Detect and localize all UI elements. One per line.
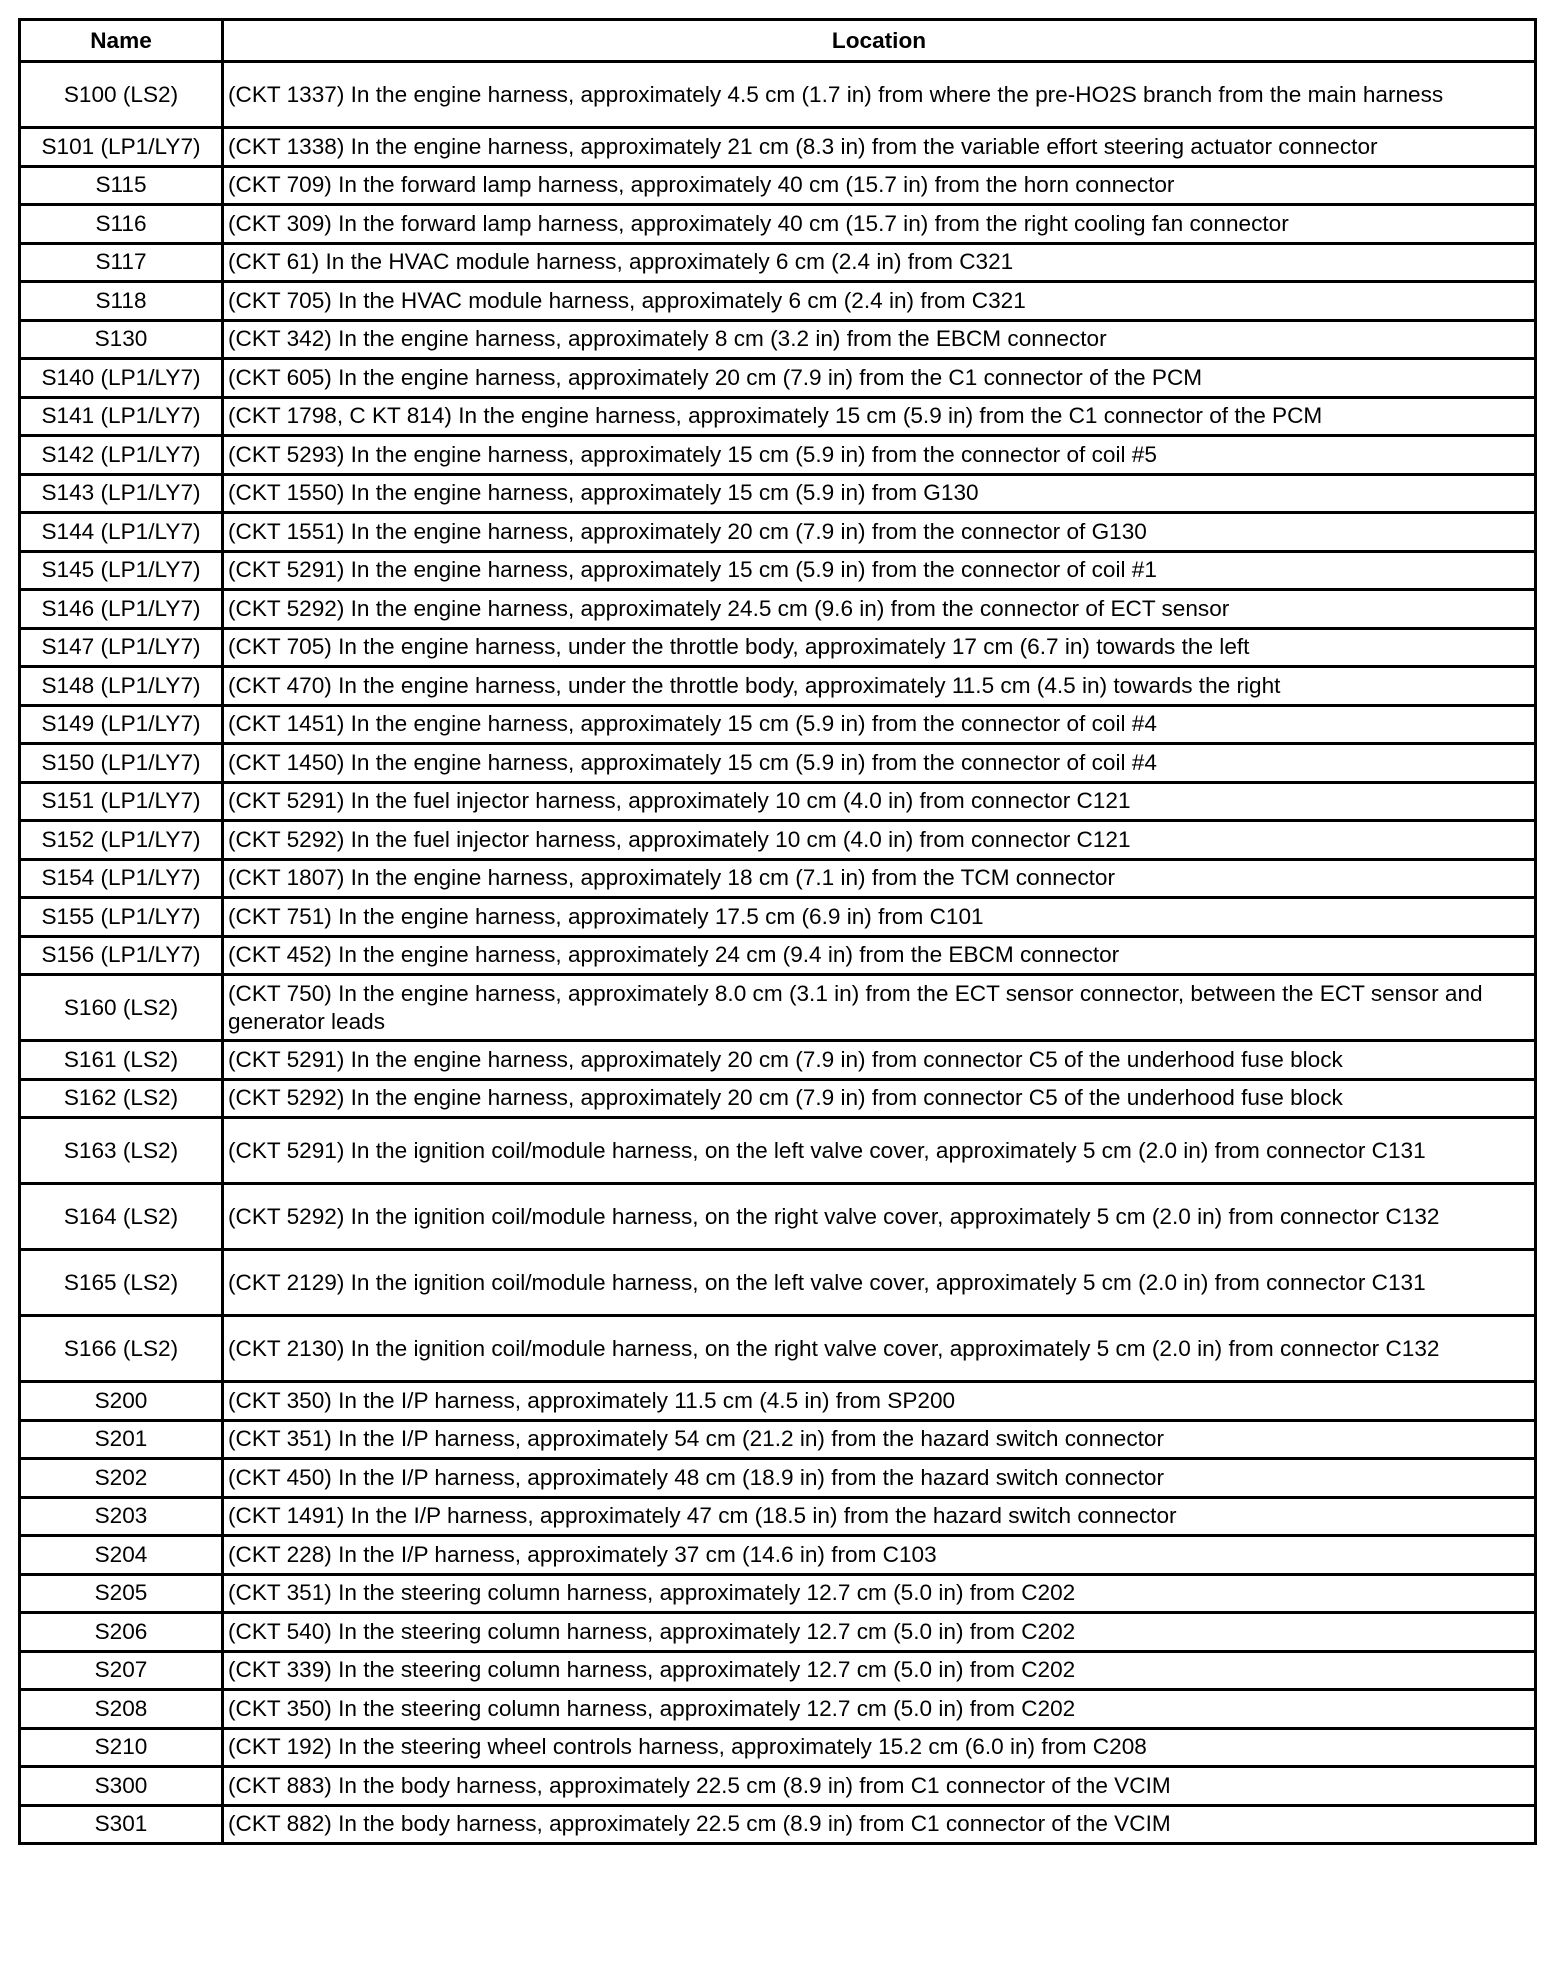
splice-location-cell: (CKT 709) In the forward lamp harness, approximately 40 cm (15.7 in) from the horn connector bbox=[223, 166, 1536, 205]
splice-location-cell: (CKT 61) In the HVAC module harness, approximately 6 cm (2.4 in) from C321 bbox=[223, 243, 1536, 282]
table-row bbox=[20, 474, 1536, 513]
splice-location-cell: (CKT 2129) In the ignition coil/module harness, on the left valve cover, approximately 5 cm (2.0 in) from connector C131 bbox=[223, 1250, 1536, 1316]
splice-name-cell: S200 bbox=[20, 1382, 223, 1421]
splice-name-cell: S205 bbox=[20, 1574, 223, 1613]
splice-location-cell: (CKT 883) In the body harness, approximately 22.5 cm (8.9 in) from C1 connector of the VCIM bbox=[223, 1767, 1536, 1806]
table-row bbox=[20, 128, 1536, 167]
splice-name-cell: S160 (LS2) bbox=[20, 975, 223, 1041]
table-row bbox=[20, 1041, 1536, 1080]
splice-name-cell: S210 bbox=[20, 1728, 223, 1767]
table-row bbox=[20, 513, 1536, 552]
splice-location-cell: (CKT 751) In the engine harness, approximately 17.5 cm (6.9 in) from C101 bbox=[223, 898, 1536, 937]
splice-location-cell: (CKT 5292) In the ignition coil/module harness, on the right valve cover, approximately 5 cm (2.0 in) from connector C132 bbox=[223, 1184, 1536, 1250]
table-row bbox=[20, 1613, 1536, 1652]
splice-name-cell: S154 (LP1/LY7) bbox=[20, 859, 223, 898]
splice-name-cell: S151 (LP1/LY7) bbox=[20, 782, 223, 821]
splice-name-cell: S150 (LP1/LY7) bbox=[20, 744, 223, 783]
column-header-name: Name bbox=[20, 20, 223, 62]
splice-name-cell: S144 (LP1/LY7) bbox=[20, 513, 223, 552]
splice-name-cell: S101 (LP1/LY7) bbox=[20, 128, 223, 167]
splice-location-cell: (CKT 1798, C KT 814) In the engine harness, approximately 15 cm (5.9 in) from the C1 connector of the PCM bbox=[223, 397, 1536, 436]
splice-name-cell: S300 bbox=[20, 1767, 223, 1806]
table-body bbox=[20, 62, 1536, 1844]
splice-location-cell: (CKT 5292) In the fuel injector harness, approximately 10 cm (4.0 in) from connector C121 bbox=[223, 821, 1536, 860]
splice-name-cell: S115 bbox=[20, 166, 223, 205]
table-row bbox=[20, 1536, 1536, 1575]
table-row bbox=[20, 166, 1536, 205]
splice-location-table-container bbox=[18, 18, 1534, 1845]
splice-name-cell: S152 (LP1/LY7) bbox=[20, 821, 223, 860]
splice-name-cell: S146 (LP1/LY7) bbox=[20, 590, 223, 629]
table-row bbox=[20, 205, 1536, 244]
splice-location-cell: (CKT 5291) In the fuel injector harness, approximately 10 cm (4.0 in) from connector C121 bbox=[223, 782, 1536, 821]
splice-location-cell: (CKT 705) In the engine harness, under the throttle body, approximately 17 cm (6.7 in) towards the left bbox=[223, 628, 1536, 667]
splice-location-cell: (CKT 192) In the steering wheel controls harness, approximately 15.2 cm (6.0 in) from C208 bbox=[223, 1728, 1536, 1767]
splice-location-cell: (CKT 1807) In the engine harness, approximately 18 cm (7.1 in) from the TCM connector bbox=[223, 859, 1536, 898]
table-header-row bbox=[20, 20, 1536, 62]
splice-location-cell: (CKT 2130) In the ignition coil/module harness, on the right valve cover, approximately 5 cm (2.0 in) from connector C132 bbox=[223, 1316, 1536, 1382]
table-row bbox=[20, 1574, 1536, 1613]
splice-name-cell: S202 bbox=[20, 1459, 223, 1498]
splice-name-cell: S166 (LS2) bbox=[20, 1316, 223, 1382]
splice-name-cell: S165 (LS2) bbox=[20, 1250, 223, 1316]
splice-location-cell: (CKT 5291) In the engine harness, approximately 20 cm (7.9 in) from connector C5 of the underhood fuse block bbox=[223, 1041, 1536, 1080]
splice-name-cell: S130 bbox=[20, 320, 223, 359]
splice-location-cell: (CKT 5291) In the engine harness, approximately 15 cm (5.9 in) from the connector of coil #1 bbox=[223, 551, 1536, 590]
table-row bbox=[20, 1316, 1536, 1382]
splice-name-cell: S164 (LS2) bbox=[20, 1184, 223, 1250]
splice-location-cell: (CKT 5292) In the engine harness, approximately 24.5 cm (9.6 in) from the connector of ECT sensor bbox=[223, 590, 1536, 629]
table-row bbox=[20, 821, 1536, 860]
table-row bbox=[20, 744, 1536, 783]
splice-location-cell: (CKT 351) In the steering column harness, approximately 12.7 cm (5.0 in) from C202 bbox=[223, 1574, 1536, 1613]
table-row bbox=[20, 436, 1536, 475]
splice-location-cell: (CKT 1337) In the engine harness, approximately 4.5 cm (1.7 in) from where the pre-HO2S branch from the main harness bbox=[223, 62, 1536, 128]
splice-name-cell: S100 (LS2) bbox=[20, 62, 223, 128]
splice-name-cell: S117 bbox=[20, 243, 223, 282]
table-row bbox=[20, 859, 1536, 898]
table-row bbox=[20, 62, 1536, 128]
splice-name-cell: S155 (LP1/LY7) bbox=[20, 898, 223, 937]
table-row bbox=[20, 1651, 1536, 1690]
splice-location-cell: (CKT 351) In the I/P harness, approximately 54 cm (21.2 in) from the hazard switch connector bbox=[223, 1420, 1536, 1459]
splice-location-cell: (CKT 882) In the body harness, approximately 22.5 cm (8.9 in) from C1 connector of the VCIM bbox=[223, 1805, 1536, 1844]
splice-location-cell: (CKT 705) In the HVAC module harness, approximately 6 cm (2.4 in) from C321 bbox=[223, 282, 1536, 321]
table-row bbox=[20, 1767, 1536, 1806]
splice-location-cell: (CKT 1451) In the engine harness, approximately 15 cm (5.9 in) from the connector of coil #4 bbox=[223, 705, 1536, 744]
splice-name-cell: S118 bbox=[20, 282, 223, 321]
table-row bbox=[20, 320, 1536, 359]
table-row bbox=[20, 936, 1536, 975]
table-row bbox=[20, 282, 1536, 321]
splice-name-cell: S204 bbox=[20, 1536, 223, 1575]
table-row bbox=[20, 1118, 1536, 1184]
splice-location-cell: (CKT 470) In the engine harness, under the throttle body, approximately 11.5 cm (4.5 in) towards the right bbox=[223, 667, 1536, 706]
splice-name-cell: S201 bbox=[20, 1420, 223, 1459]
splice-location-cell: (CKT 1338) In the engine harness, approximately 21 cm (8.3 in) from the variable effort steering actuator connector bbox=[223, 128, 1536, 167]
splice-location-cell: (CKT 350) In the steering column harness, approximately 12.7 cm (5.0 in) from C202 bbox=[223, 1690, 1536, 1729]
table-row bbox=[20, 705, 1536, 744]
splice-location-cell: (CKT 1551) In the engine harness, approximately 20 cm (7.9 in) from the connector of G130 bbox=[223, 513, 1536, 552]
splice-location-cell: (CKT 605) In the engine harness, approximately 20 cm (7.9 in) from the C1 connector of the PCM bbox=[223, 359, 1536, 398]
table-row bbox=[20, 782, 1536, 821]
table-row bbox=[20, 898, 1536, 937]
splice-name-cell: S163 (LS2) bbox=[20, 1118, 223, 1184]
splice-location-cell: (CKT 1491) In the I/P harness, approximately 47 cm (18.5 in) from the hazard switch connector bbox=[223, 1497, 1536, 1536]
splice-location-cell: (CKT 540) In the steering column harness, approximately 12.7 cm (5.0 in) from C202 bbox=[223, 1613, 1536, 1652]
table-row bbox=[20, 1079, 1536, 1118]
table-row bbox=[20, 1250, 1536, 1316]
splice-location-cell: (CKT 450) In the I/P harness, approximately 48 cm (18.9 in) from the hazard switch connector bbox=[223, 1459, 1536, 1498]
splice-location-cell: (CKT 5292) In the engine harness, approximately 20 cm (7.9 in) from connector C5 of the underhood fuse block bbox=[223, 1079, 1536, 1118]
column-header-location: Location bbox=[223, 20, 1536, 62]
splice-name-cell: S206 bbox=[20, 1613, 223, 1652]
splice-name-cell: S140 (LP1/LY7) bbox=[20, 359, 223, 398]
splice-location-cell: (CKT 350) In the I/P harness, approximately 11.5 cm (4.5 in) from SP200 bbox=[223, 1382, 1536, 1421]
table-row bbox=[20, 1690, 1536, 1729]
table-row bbox=[20, 1497, 1536, 1536]
splice-location-cell: (CKT 5291) In the ignition coil/module harness, on the left valve cover, approximately 5 cm (2.0 in) from connector C131 bbox=[223, 1118, 1536, 1184]
splice-location-cell: (CKT 750) In the engine harness, approximately 8.0 cm (3.1 in) from the ECT sensor connector, between the ECT sensor and generator leads bbox=[223, 975, 1536, 1041]
splice-location-cell: (CKT 228) In the I/P harness, approximately 37 cm (14.6 in) from C103 bbox=[223, 1536, 1536, 1575]
splice-name-cell: S203 bbox=[20, 1497, 223, 1536]
splice-name-cell: S145 (LP1/LY7) bbox=[20, 551, 223, 590]
splice-name-cell: S116 bbox=[20, 205, 223, 244]
splice-name-cell: S148 (LP1/LY7) bbox=[20, 667, 223, 706]
splice-location-cell: (CKT 1550) In the engine harness, approximately 15 cm (5.9 in) from G130 bbox=[223, 474, 1536, 513]
splice-name-cell: S162 (LS2) bbox=[20, 1079, 223, 1118]
table-row bbox=[20, 551, 1536, 590]
table-row bbox=[20, 1805, 1536, 1844]
table-row bbox=[20, 590, 1536, 629]
splice-name-cell: S208 bbox=[20, 1690, 223, 1729]
table-row bbox=[20, 1382, 1536, 1421]
table-row bbox=[20, 628, 1536, 667]
table-row bbox=[20, 667, 1536, 706]
table-row bbox=[20, 397, 1536, 436]
splice-name-cell: S143 (LP1/LY7) bbox=[20, 474, 223, 513]
splice-name-cell: S147 (LP1/LY7) bbox=[20, 628, 223, 667]
table-row bbox=[20, 359, 1536, 398]
splice-name-cell: S301 bbox=[20, 1805, 223, 1844]
splice-location-cell: (CKT 309) In the forward lamp harness, approximately 40 cm (15.7 in) from the right cooling fan connector bbox=[223, 205, 1536, 244]
table-row bbox=[20, 1459, 1536, 1498]
splice-name-cell: S141 (LP1/LY7) bbox=[20, 397, 223, 436]
splice-name-cell: S142 (LP1/LY7) bbox=[20, 436, 223, 475]
splice-name-cell: S149 (LP1/LY7) bbox=[20, 705, 223, 744]
splice-location-cell: (CKT 452) In the engine harness, approximately 24 cm (9.4 in) from the EBCM connector bbox=[223, 936, 1536, 975]
table-row bbox=[20, 975, 1536, 1041]
splice-location-table bbox=[18, 18, 1537, 1845]
table-row bbox=[20, 1728, 1536, 1767]
table-row bbox=[20, 243, 1536, 282]
splice-name-cell: S156 (LP1/LY7) bbox=[20, 936, 223, 975]
splice-location-cell: (CKT 1450) In the engine harness, approximately 15 cm (5.9 in) from the connector of coil #4 bbox=[223, 744, 1536, 783]
splice-location-cell: (CKT 339) In the steering column harness, approximately 12.7 cm (5.0 in) from C202 bbox=[223, 1651, 1536, 1690]
splice-name-cell: S161 (LS2) bbox=[20, 1041, 223, 1080]
table-row bbox=[20, 1184, 1536, 1250]
splice-location-cell: (CKT 342) In the engine harness, approximately 8 cm (3.2 in) from the EBCM connector bbox=[223, 320, 1536, 359]
splice-name-cell: S207 bbox=[20, 1651, 223, 1690]
splice-location-cell: (CKT 5293) In the engine harness, approximately 15 cm (5.9 in) from the connector of coil #5 bbox=[223, 436, 1536, 475]
table-row bbox=[20, 1420, 1536, 1459]
